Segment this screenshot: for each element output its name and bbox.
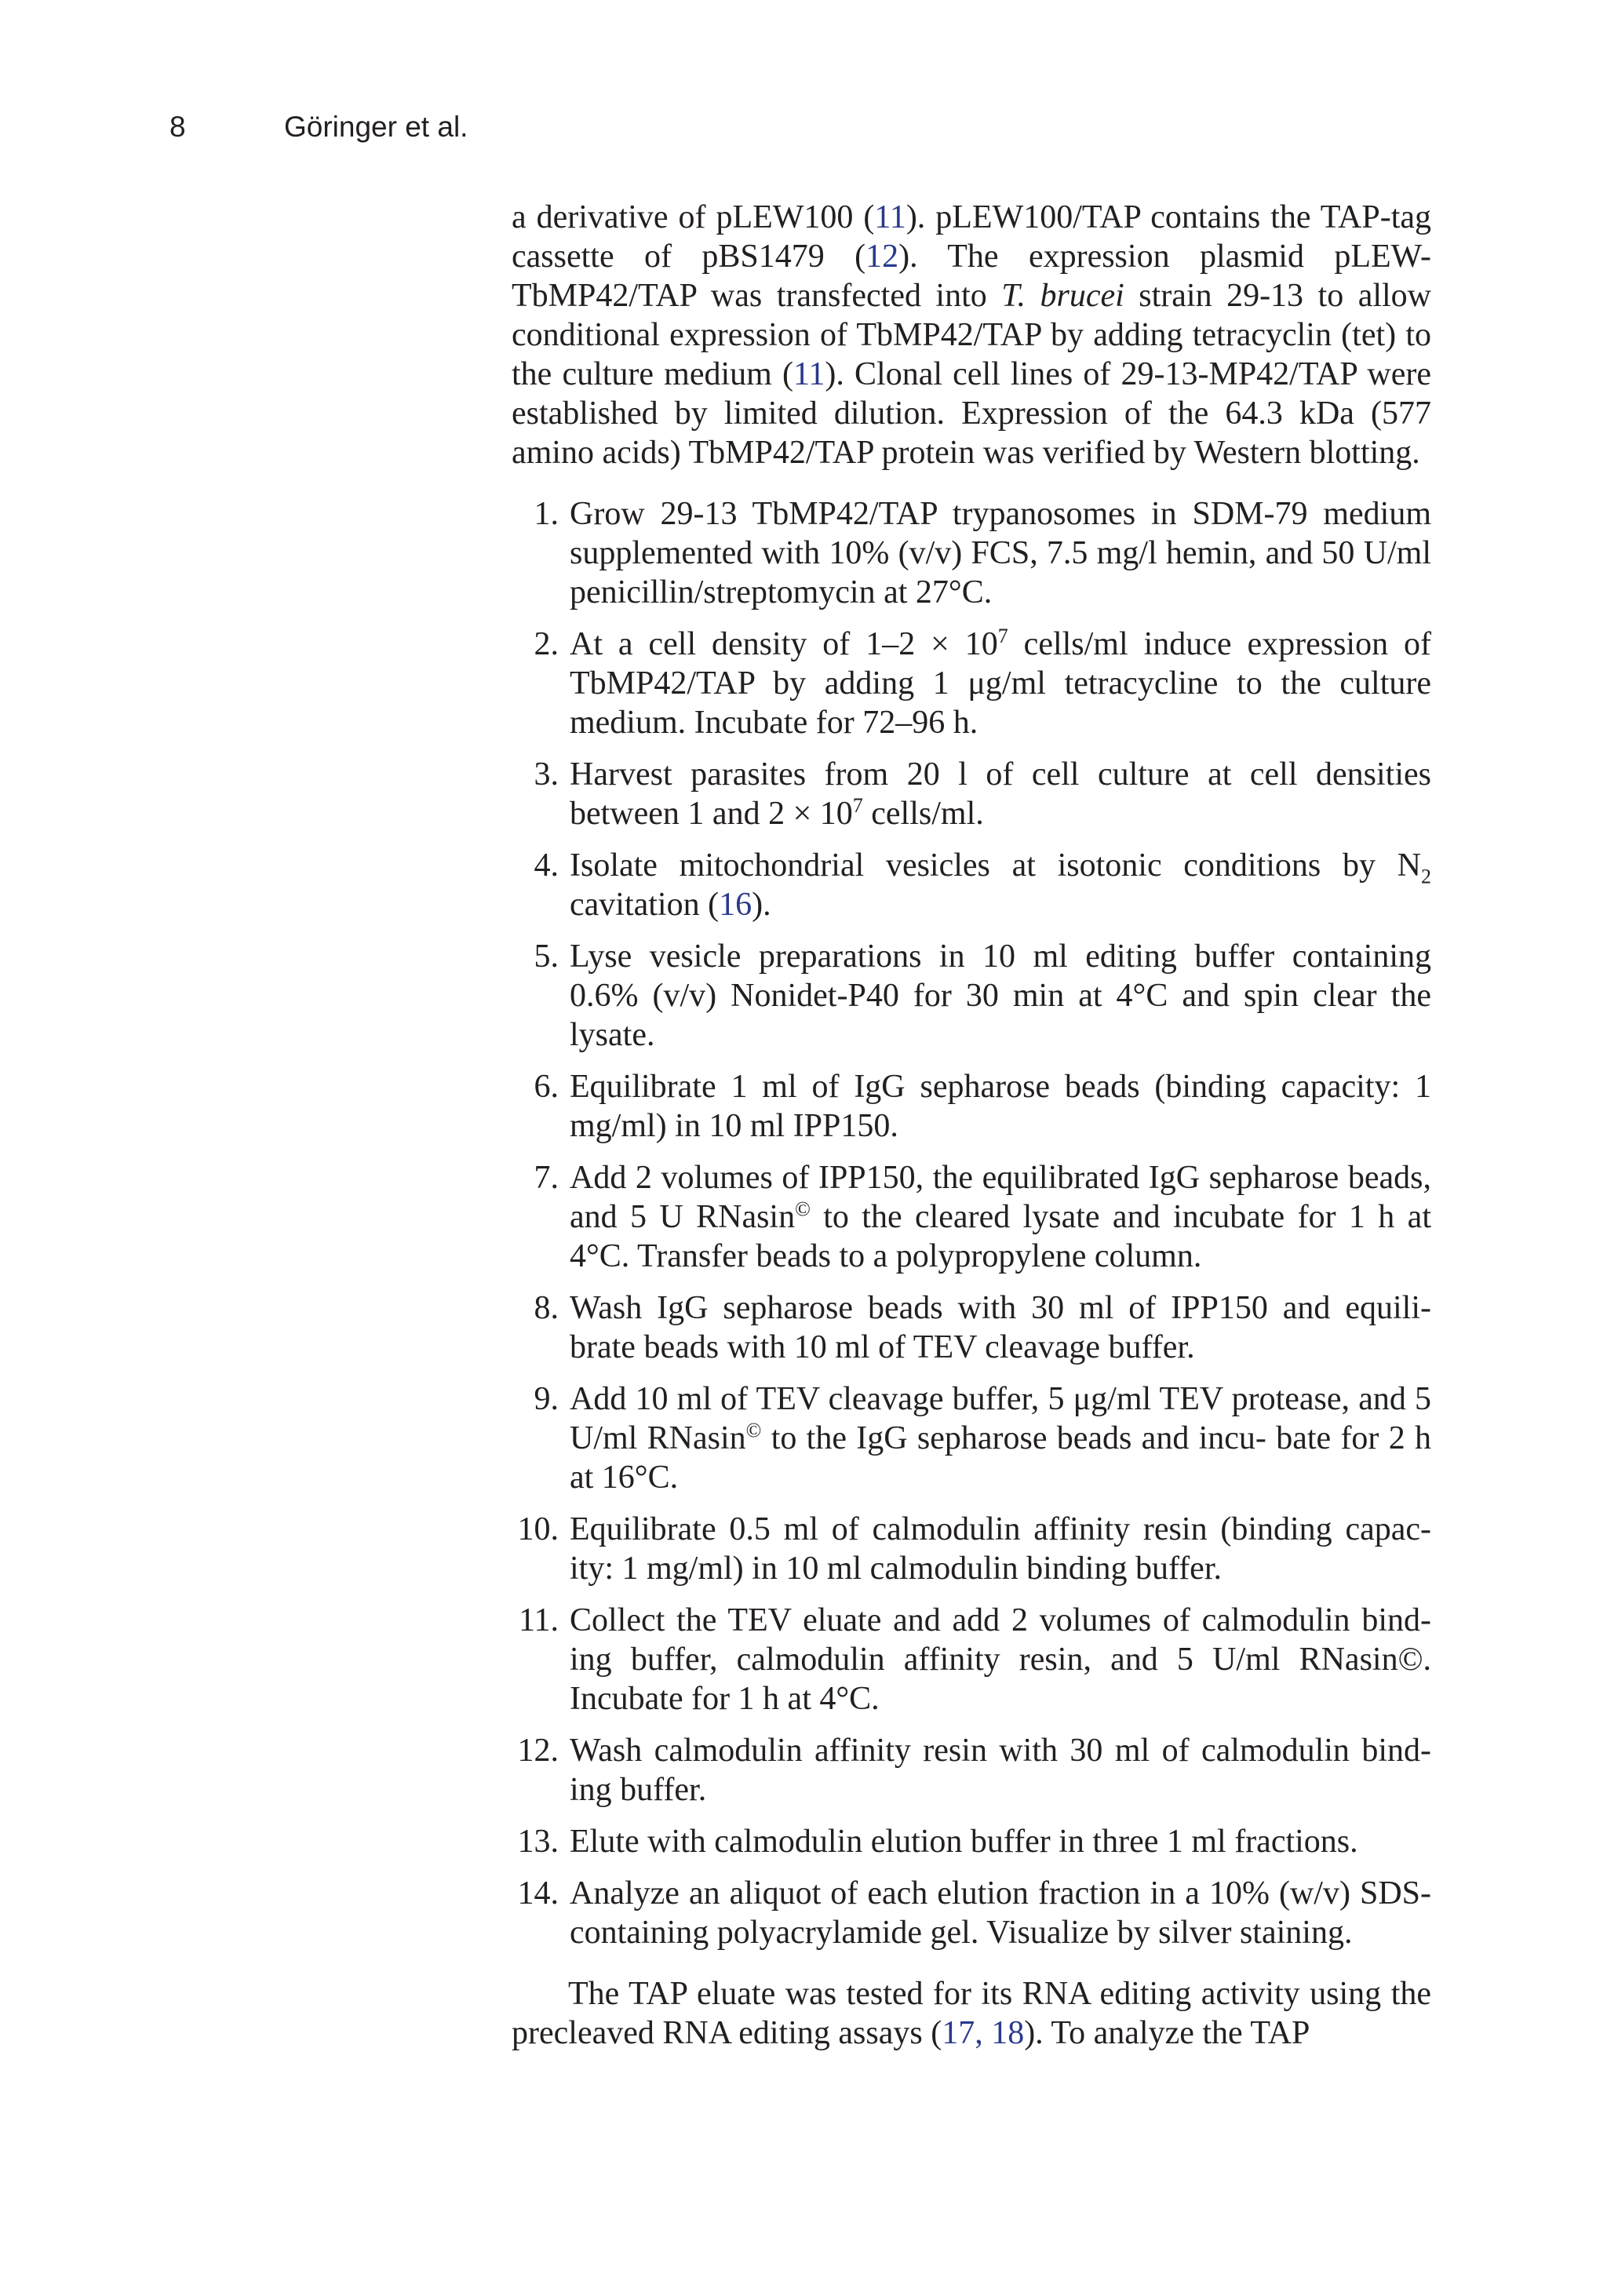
intro-text-1: a derivative of pLEW100 ( [512,199,875,235]
step-number: 9. [534,1381,559,1417]
step-number: 2. [534,626,559,662]
protocol-step [512,1379,1431,1497]
step-number: 14. [517,1875,559,1912]
step-text: Wash IgG sepharose beads with 30 ml of IPP150 and equili- brate beads with 10 ml of TEV cleavage buffer. [570,1290,1431,1365]
step-text: cells/ml. [862,796,984,832]
step-text: Isolate mitochondrial vesicles at isotonic conditions by N [570,847,1421,884]
superscript: 7 [997,625,1008,647]
outro-text-1: The TAP eluate was tested for its RNA editing activity using the precleaved RNA editing assays ( [512,1976,1431,2051]
superscript: © [795,1197,811,1220]
page-number: 8 [169,111,186,143]
superscript: © [745,1419,762,1441]
running-head [169,110,468,144]
intro-text-4: strain 29-13 to allow conditional expression of TbMP42/TAP by adding tetracyclin (tet) to the culture medium ( [512,278,1432,392]
step-text: Add 2 volumes of IPP150, the equilibrated IgG sepharose beads, and 5 U RNasin [570,1160,1431,1235]
step-number: 3. [534,756,559,793]
running-head-authors: Göringer et al. [284,111,468,143]
protocol-step [512,755,1431,833]
step-text: Grow 29-13 TbMP42/TAP trypanosomes in SDM-79 medium supplemented with 10% (v/v) FCS, 7.5 mg/l hemin, and 50 U/ml penicillin/streptomycin at 27°C. [570,496,1431,610]
step-number: 5. [534,938,559,975]
step-text: ). [752,887,771,923]
step-text: cells/ml induce expression of TbMP42/TAP by adding 1 μg/ml tetracycline to the culture medium. Incubate for 72–96 h. [570,626,1431,741]
protocol-step [512,1158,1431,1276]
protocol-step [512,1874,1431,1952]
protocol-step [512,494,1431,612]
protocol-step [512,1067,1431,1146]
step-number: 1. [534,496,559,532]
subscript: 2 [1421,865,1431,888]
step-text: to the IgG sepharose beads and incu- bate for 2 h at 16°C. [570,1420,1432,1496]
step-text: Collect the TEV eluate and add 2 volumes of calmodulin bind- ing buffer, calmodulin affinity resin, and 5 U/ml RNasin©. Incubate for 1 h at 4°C. [570,1602,1431,1717]
step-text: Wash calmodulin affinity resin with 30 ml of calmodulin bind- ing buffer. [570,1733,1431,1808]
protocol-step [512,1601,1431,1718]
intro-text-2: ). pLEW100/TAP contains the TAP-tag cassette of pBS1479 ( [512,199,1432,275]
step-number: 11. [519,1602,559,1638]
step-number: 6. [534,1069,559,1105]
body-content [512,198,1431,2053]
protocol-step [512,1510,1431,1588]
protocol-steps-list [512,494,1431,1952]
step-text: Equilibrate 1 ml of IgG sepharose beads (binding capacity: 1 mg/ml) in 10 ml IPP150. [570,1069,1431,1144]
citation-link[interactable]: 12 [865,239,899,275]
intro-text-3: ). The expression plasmid pLEW-TbMP42/TAP was transfected into [512,239,1431,314]
citation-link[interactable]: 11 [793,356,825,392]
step-text: Analyze an aliquot of each elution fraction in a 10% (w/v) SDS- containing polyacrylamide gel. Visualize by silver staining. [570,1875,1431,1951]
superscript: 7 [852,794,863,817]
step-number: 8. [534,1290,559,1326]
step-text: cavitation ( [570,887,720,923]
intro-text-5: ). Clonal cell lines of 29-13-MP42/TAP were established by limited dilution. Expression of the 64.3 kDa (577 amino acids) TbMP42/TAP protein was verified by Western blotting. [512,356,1432,471]
step-text: to the cleared lysate and incubate for 1 h at 4°C. Transfer beads to a polypropylene column. [570,1199,1431,1274]
species-name: T. brucei [1001,278,1124,314]
intro-paragraph [512,198,1431,472]
step-number: 10. [517,1511,559,1547]
step-text: Lyse vesicle preparations in 10 ml editing buffer containing 0.6% (v/v) Nonidet-P40 for 30 min at 4°C and spin clear the lysate. [570,938,1431,1053]
protocol-step [512,1731,1431,1809]
protocol-step [512,1288,1431,1367]
protocol-step [512,937,1431,1055]
protocol-step [512,625,1431,742]
step-text: Harvest parasites from 20 l of cell culture at cell densities between 1 and 2 × 10 [570,756,1431,832]
citation-link[interactable]: 16 [719,887,752,923]
step-number: 7. [534,1160,559,1196]
step-text: Elute with calmodulin elution buffer in three 1 ml fractions. [570,1824,1358,1860]
step-text: Add 10 ml of TEV cleavage buffer, 5 μg/ml TEV protease, and 5 U/ml RNasin [570,1381,1431,1456]
step-text: Equilibrate 0.5 ml of calmodulin affinity resin (binding capac- ity: 1 mg/ml) in 10 ml calmodulin binding buffer. [570,1511,1431,1587]
step-text: At a cell density of 1–2 × 10 [570,626,998,662]
protocol-step [512,1822,1431,1861]
outro-text-2: ). To analyze the TAP [1024,2015,1310,2051]
protocol-step [512,846,1431,924]
step-number: 13. [517,1824,559,1860]
step-number: 12. [517,1733,559,1769]
step-number: 4. [534,847,559,884]
outro-paragraph [512,1974,1431,2053]
citation-link[interactable]: 17, 18 [942,2015,1025,2051]
citation-link[interactable]: 11 [874,199,906,235]
